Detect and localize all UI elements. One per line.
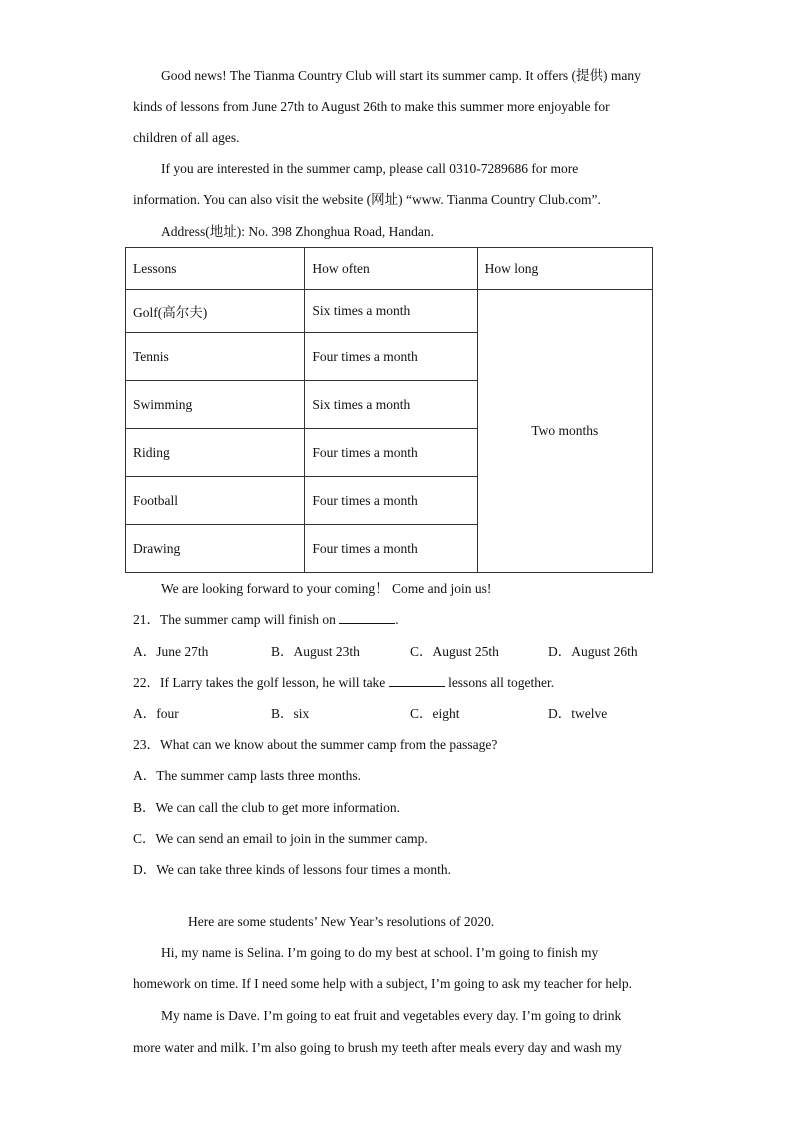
q23-option-d: D．We can take three kinds of lessons four times a month. [133, 862, 451, 877]
lesson-cell: Football [126, 477, 305, 525]
often-cell: Four times a month [305, 477, 477, 525]
q21-option-c: C．August 25th [410, 644, 499, 659]
q22-option-a: A．four [133, 706, 179, 721]
address-line: Address(地址): No. 398 Zhonghua Road, Handan. [161, 224, 434, 239]
header-how-long: How long [477, 248, 652, 290]
closing-line: We are looking forward to your coming！ Come and join us! [161, 581, 492, 596]
lesson-cell: Golf(高尔夫) [126, 290, 305, 333]
lessons-table [125, 247, 653, 573]
q22-option-d: D．twelve [548, 706, 608, 721]
passage1-p1-line1: Good news! The Tianma Country Club will start its summer camp. It offers (提供) many [161, 68, 641, 83]
passage2-intro: Here are some students’ New Year’s resolutions of 2020. [188, 914, 495, 929]
header-lessons: Lessons [126, 248, 305, 290]
q22-answer-blank [389, 675, 445, 687]
q23-option-b: B．We can call the club to get more information. [133, 800, 400, 815]
dave-line1: My name is Dave. I’m going to eat fruit and vegetables every day. I’m going to drink [161, 1008, 622, 1023]
q22-option-c: C．eight [410, 706, 460, 721]
q23-option-c: C．We can send an email to join in the summer camp. [133, 831, 428, 846]
passage1-p1-line3: children of all ages. [133, 130, 240, 145]
often-cell: Six times a month [305, 290, 477, 333]
dave-line2: more water and milk. I’m also going to brush my teeth after meals every day and wash my [133, 1040, 622, 1055]
q21-answer-blank [339, 612, 395, 624]
q21-stem [133, 612, 399, 628]
q21-option-b: B．August 23th [271, 644, 360, 659]
how-long-cell: Two months [477, 290, 652, 573]
lesson-cell: Drawing [126, 525, 305, 573]
q22-stem-end: lessons all together. [444, 675, 555, 690]
often-cell: Four times a month [305, 525, 477, 573]
q22-stem-text: 22．If Larry takes the golf lesson, he will take [133, 675, 389, 690]
selina-line1: Hi, my name is Selina. I’m going to do my best at school. I’m going to finish my [161, 945, 599, 960]
q23-option-a: A．The summer camp lasts three months. [133, 768, 361, 783]
lesson-cell: Tennis [126, 333, 305, 381]
q23-stem: 23．What can we know about the summer camp from the passage? [133, 737, 498, 752]
q22-option-b: B．six [271, 706, 310, 721]
selina-line2: homework on time. If I need some help with a subject, I’m going to ask my teacher for help. [133, 976, 632, 991]
lesson-cell: Riding [126, 429, 305, 477]
often-cell: Four times a month [305, 333, 477, 381]
lesson-cell: Swimming [126, 381, 305, 429]
q21-stem-text: 21．The summer camp will finish on [133, 612, 340, 627]
passage1-p2-line2: information. You can also visit the website (网址) “www. Tianma Country Club.com”. [133, 192, 601, 207]
q21-option-a: A．June 27th [133, 644, 209, 659]
q21-option-d: D．August 26th [548, 644, 638, 659]
passage1-p2-line1: If you are interested in the summer camp, please call 0310-7289686 for more [161, 161, 579, 176]
often-cell: Four times a month [305, 429, 477, 477]
header-how-often: How often [305, 248, 477, 290]
table-row [126, 290, 653, 333]
q21-stem-end: . [395, 612, 399, 627]
table-header-row [126, 248, 653, 290]
passage1-p1-line2: kinds of lessons from June 27th to August 26th to make this summer more enjoyable for [133, 99, 610, 114]
often-cell: Six times a month [305, 381, 477, 429]
q22-stem [133, 675, 554, 691]
